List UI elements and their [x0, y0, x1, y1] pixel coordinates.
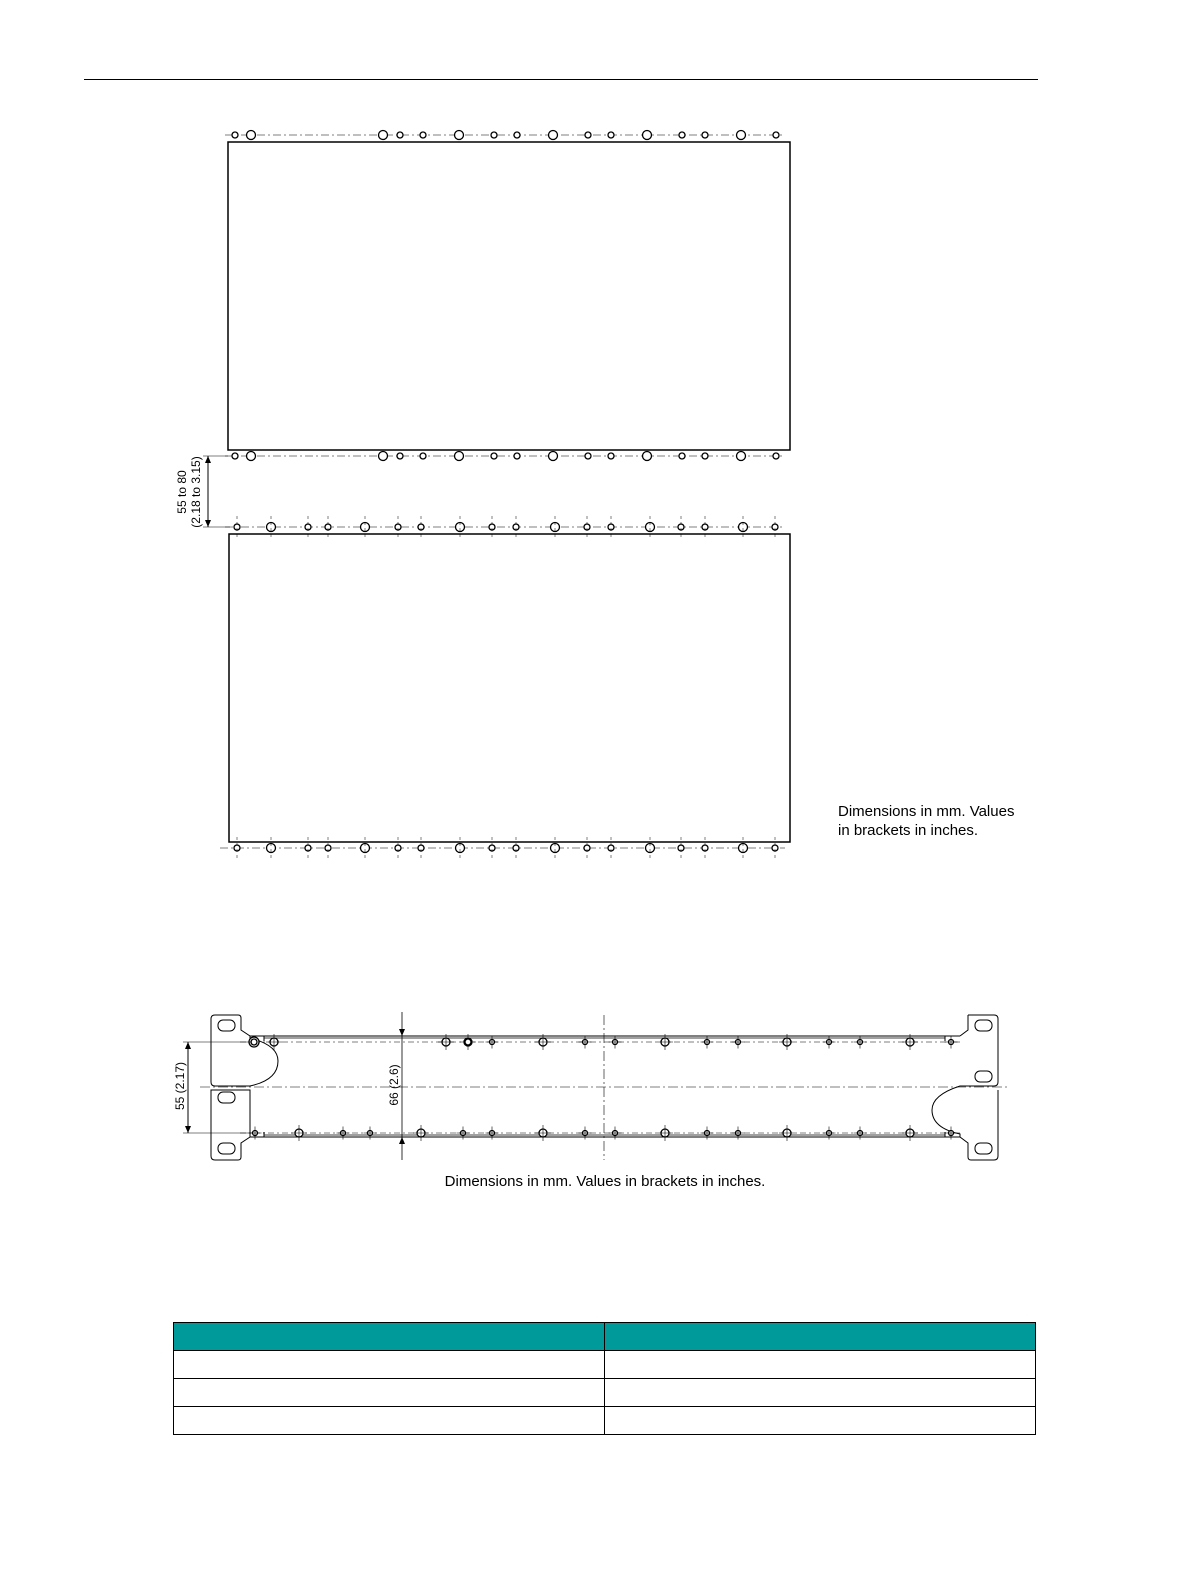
mounting-hole — [679, 453, 685, 459]
table-header-cell — [605, 1323, 1036, 1351]
table-cell — [605, 1379, 1036, 1407]
mounting-hole — [585, 453, 591, 459]
bracket-holes — [249, 1034, 958, 1141]
mounting-hole — [643, 452, 652, 461]
mounting-hole — [455, 131, 464, 140]
mounting-hole — [379, 452, 388, 461]
table-header-row — [174, 1323, 1036, 1351]
mounting-hole — [643, 131, 652, 140]
mounting-hole — [420, 453, 426, 459]
table-cell — [174, 1379, 605, 1407]
mounting-hole — [549, 452, 558, 461]
mounting-hole — [702, 453, 708, 459]
mounting-hole — [702, 132, 708, 138]
mounting-hole — [514, 453, 520, 459]
drawing-note-upper: Dimensions in mm. Values in brackets in inches. — [838, 803, 1015, 839]
mounting-hole — [514, 132, 520, 138]
mounting-hole — [737, 131, 746, 140]
table-cell — [605, 1351, 1036, 1379]
mounting-hole — [420, 132, 426, 138]
lower-unit — [220, 516, 790, 859]
upper-unit — [225, 131, 790, 461]
table-row — [174, 1379, 1036, 1407]
rack-bracket — [200, 1015, 1010, 1160]
mounting-hole — [679, 132, 685, 138]
spacing-dimension — [175, 456, 230, 528]
bracket-hole — [465, 1039, 471, 1045]
spec-table — [173, 1322, 1036, 1435]
table-header-cell — [174, 1323, 605, 1351]
mounting-hole — [379, 131, 388, 140]
mounting-hole — [549, 131, 558, 140]
mounting-hole — [397, 453, 403, 459]
spacing-dimension-mm: 55 to 80 — [175, 470, 189, 514]
mounting-hole — [773, 132, 779, 138]
mounting-hole — [232, 453, 238, 459]
table-cell — [174, 1351, 605, 1379]
bracket-center-dimension: 66 (2.6) — [387, 1064, 401, 1106]
mounting-hole — [491, 132, 497, 138]
table-row — [174, 1351, 1036, 1379]
table-row — [174, 1407, 1036, 1435]
mounting-hole — [737, 452, 746, 461]
table-cell — [605, 1407, 1036, 1435]
table-cell — [174, 1407, 605, 1435]
mounting-hole — [232, 132, 238, 138]
mounting-hole — [247, 131, 256, 140]
mounting-hole — [608, 132, 614, 138]
drawing-note-lower: Dimensions in mm. Values in brackets in inches. — [444, 1173, 766, 1190]
bracket-height-dimension: 55 (2.17) — [173, 1061, 187, 1111]
mounting-hole — [491, 453, 497, 459]
mounting-hole — [608, 453, 614, 459]
mounting-hole — [397, 132, 403, 138]
spacing-dimension-inch: (2.18 to 3.15) — [189, 456, 203, 528]
mounting-hole — [455, 452, 464, 461]
mounting-hole — [773, 453, 779, 459]
mounting-hole — [247, 452, 256, 461]
mounting-hole — [585, 132, 591, 138]
